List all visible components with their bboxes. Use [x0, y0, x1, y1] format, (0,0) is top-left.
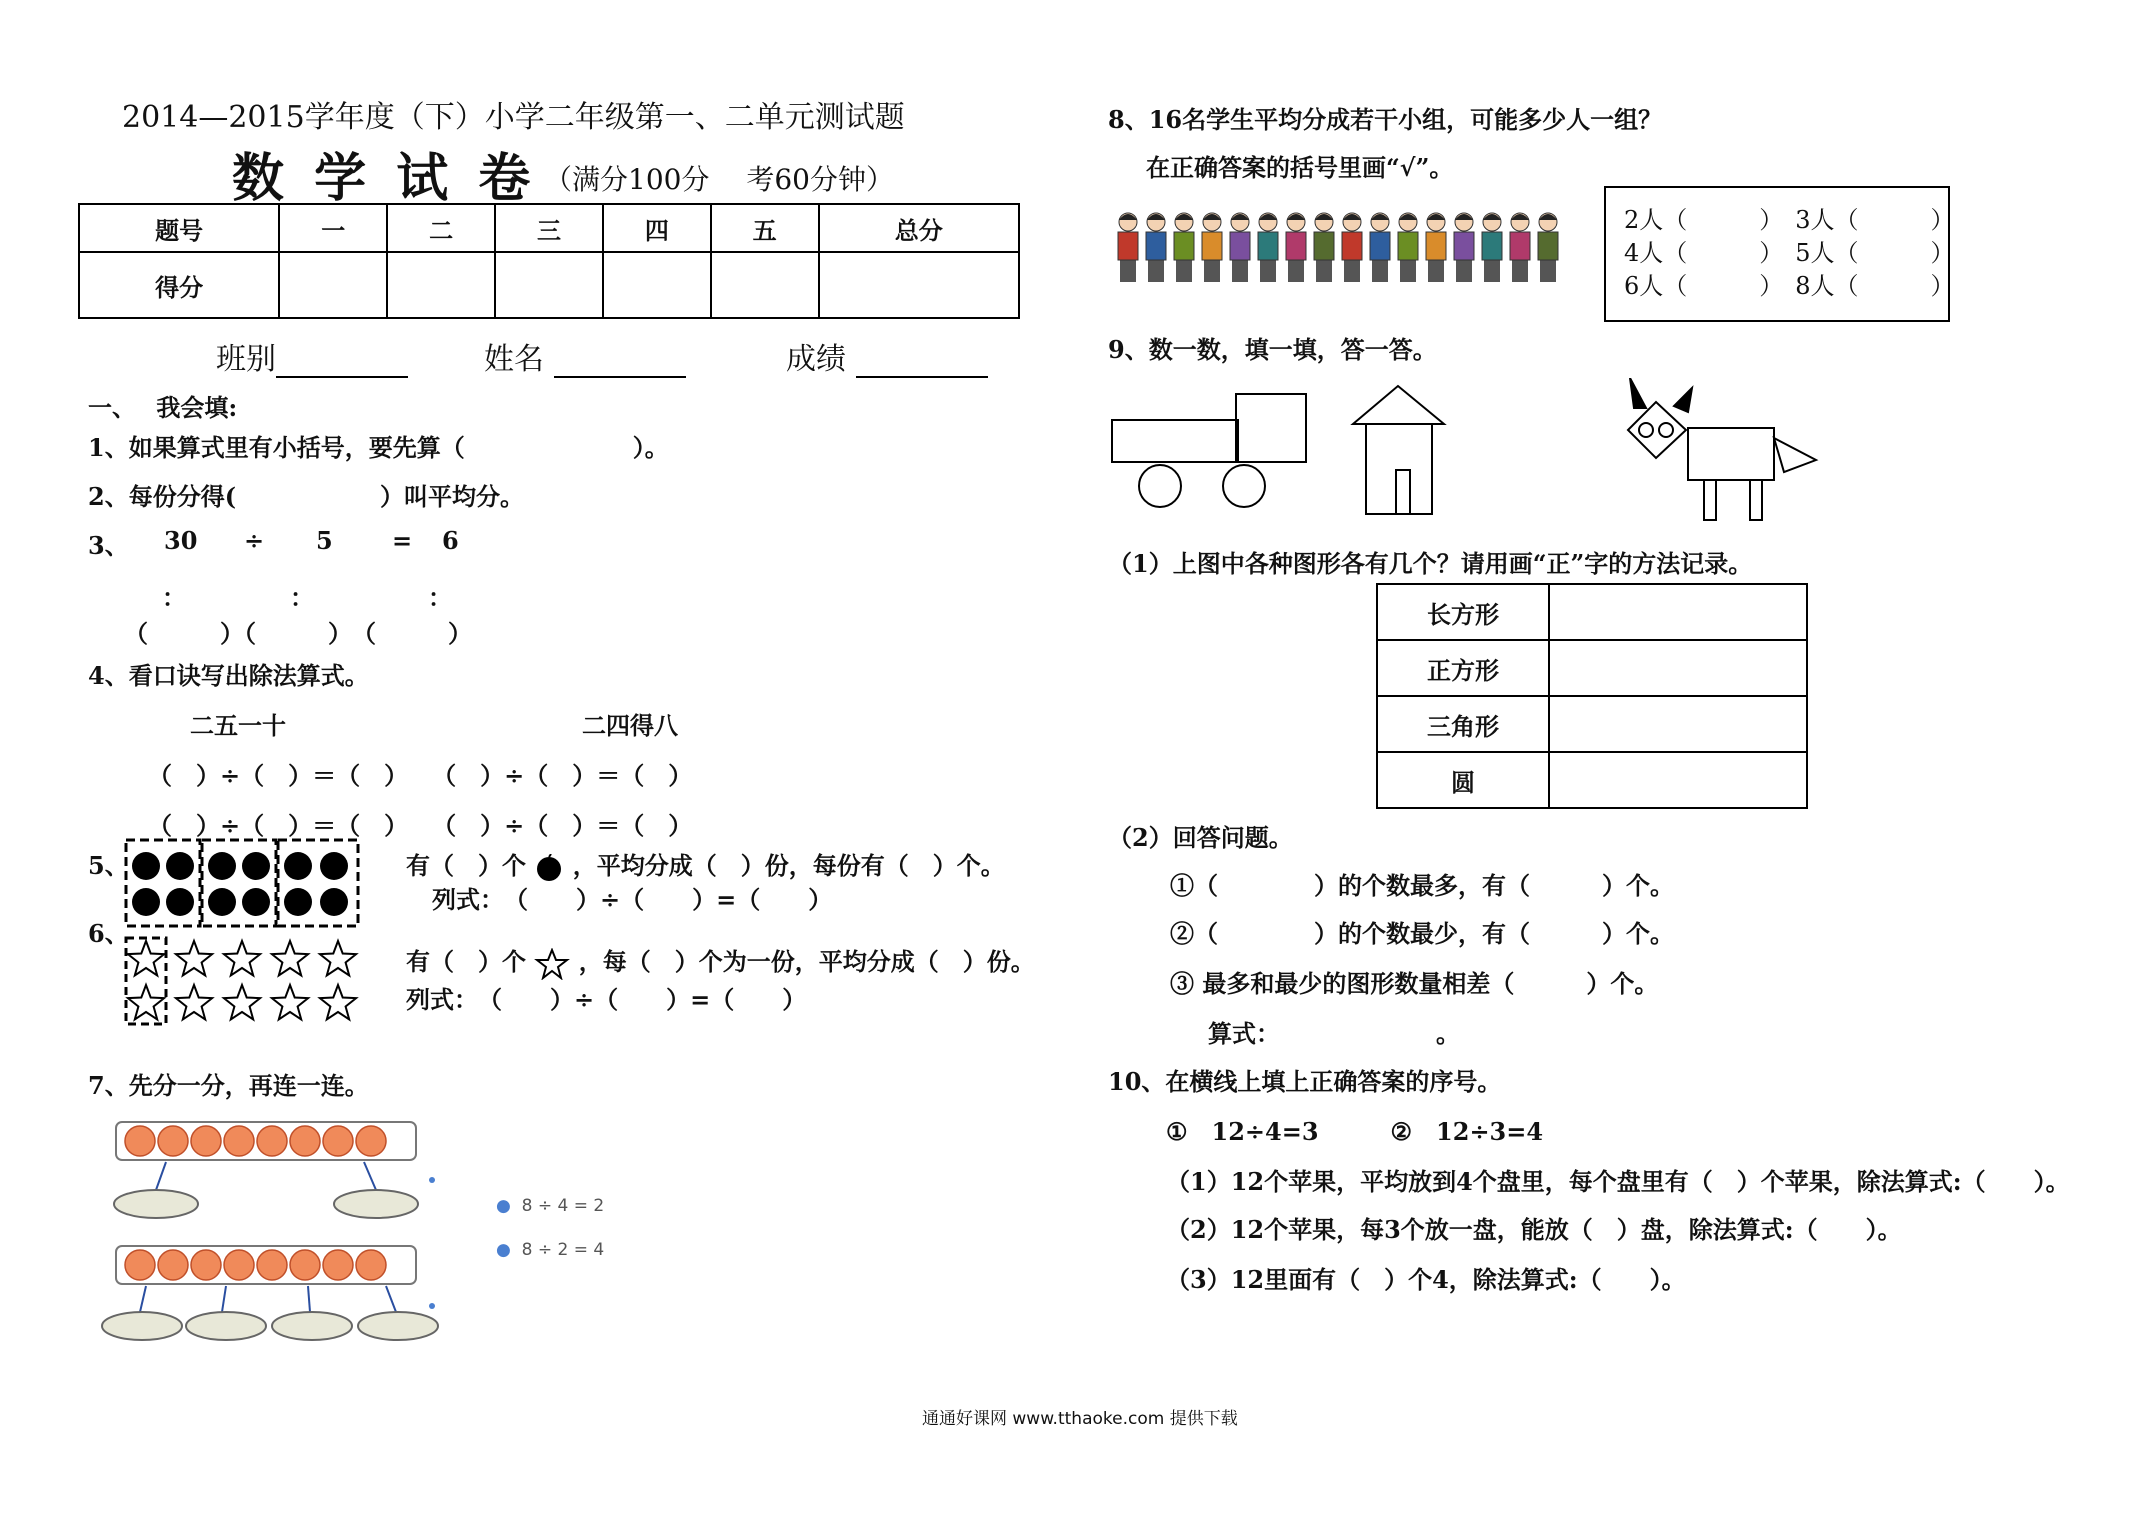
student-figure [1174, 213, 1194, 282]
class-field [216, 334, 408, 378]
q7-plates-illustration [96, 1118, 446, 1348]
shape-name-cell: 正方形 [1377, 640, 1549, 696]
q6-star-groups [124, 936, 364, 1026]
apple-icon [208, 852, 236, 880]
apple-icon [257, 1250, 287, 1280]
score-header-cell: 四 [603, 204, 711, 252]
star-icon [176, 985, 212, 1019]
apple-icon [166, 888, 194, 916]
star-icon [176, 941, 212, 975]
q3-number: 6 [442, 526, 459, 555]
q9-shape-figures [1108, 378, 1828, 528]
star-icon [272, 985, 308, 1019]
score-header-cell: 二 [387, 204, 495, 252]
q5-apple-groups [124, 838, 360, 928]
question-7: 7、先分一分，再连一连。 [88, 1071, 369, 1100]
score-cell[interactable] [603, 252, 711, 318]
name-label: 姓名 [484, 342, 544, 377]
name-blank[interactable] [554, 348, 686, 378]
q3-colon: ： [428, 583, 452, 612]
q4-rhyme-1: 二五一十 [190, 711, 286, 740]
question-8: 8、16名学生平均分成若干小组，可能多少人一组？ [1108, 105, 1663, 134]
class-blank[interactable] [276, 348, 408, 378]
student-figure [1370, 213, 1390, 282]
plate-icon [358, 1312, 438, 1340]
animal-figure [1628, 378, 1816, 520]
question-3-label: 3、 [88, 531, 129, 560]
star-icon [224, 941, 260, 975]
star-icon [534, 948, 570, 980]
score-table [78, 203, 1020, 319]
student-figure [1538, 213, 1558, 282]
q5-formula[interactable]: 列式： （ ）÷（ ）=（ ） [432, 885, 833, 914]
apple-icon [224, 1250, 254, 1280]
apple-icon [224, 1126, 254, 1156]
students-illustration [1116, 210, 1576, 290]
score-header-cell: 题号 [79, 204, 279, 252]
question-9-part-2: （2）回答问题。 [1108, 823, 1293, 852]
q10-item-1[interactable]: （1）12个苹果，平均放到4个盘里，每个盘里有（ ）个苹果，除法算式:（ ）。 [1166, 1167, 2070, 1196]
apple-icon [166, 852, 194, 880]
q4-rhyme-2: 二四得八 [582, 711, 678, 740]
q3-number: 30 [164, 526, 198, 555]
star-icon [224, 985, 260, 1019]
q3-number: 5 [316, 526, 333, 555]
q3-answer-blanks[interactable]: （ ）（ ） （ ） [124, 619, 472, 648]
apple-icon [132, 888, 160, 916]
q8-option-row[interactable]: 4人（ ） 5人（ ） [1624, 239, 1955, 267]
apple-icon [534, 854, 564, 882]
q10-options: ① 12÷4=3 ② 12÷3=4 [1166, 1117, 1544, 1146]
shape-tally-cell[interactable] [1549, 640, 1807, 696]
student-figure [1202, 213, 1222, 282]
score-blank[interactable] [856, 348, 988, 378]
q5-text-part: ，平均分成（ ）份，每份有（ ）个。 [572, 851, 1005, 880]
student-figure [1454, 213, 1474, 282]
q7-option-1[interactable]: ● 8 ÷ 4 = 2 [496, 1196, 605, 1216]
house-figure [1353, 386, 1444, 514]
section-1-heading: 一、 我会填: [88, 393, 238, 422]
apple-icon [356, 1126, 386, 1156]
q8-instruction: 在正确答案的括号里画“√”。 [1146, 153, 1454, 182]
q10-item-2[interactable]: （2）12个苹果，每3个放一盘，能放（ ）盘，除法算式:（ ）。 [1166, 1215, 1902, 1244]
question-5-text [406, 846, 1005, 882]
plate-icon [114, 1190, 198, 1218]
apple-icon [125, 1126, 155, 1156]
question-1: 1、如果算式里有小括号，要先算（ ）。 [88, 433, 669, 462]
student-figure [1314, 213, 1334, 282]
apple-group-box [126, 840, 200, 926]
shape-name-cell: 三角形 [1377, 696, 1549, 752]
q4-answer-row[interactable]: （ ）÷（ ）＝（ ） （ ）÷（ ）＝（ ） [148, 761, 693, 790]
apple-icon [257, 1126, 287, 1156]
question-2: 2、每份分得( ）叫平均分。 [88, 482, 525, 511]
question-6-text [406, 942, 1035, 980]
apple-group-box [202, 840, 276, 926]
main-title: 数 学 试 卷 [232, 148, 537, 209]
student-figure [1118, 213, 1138, 282]
apple-icon [242, 888, 270, 916]
question-6-label: 6、 [88, 919, 129, 948]
question-10: 10、在横线上填上正确答案的序号。 [1108, 1067, 1502, 1096]
star-icon [320, 941, 356, 975]
q6-text-part: 有（ ）个 [406, 947, 526, 976]
score-cell[interactable] [711, 252, 819, 318]
q7-option-label: 8 ÷ 4 = 2 [521, 1196, 605, 1216]
score-row-label: 得分 [79, 252, 279, 318]
q9-2-item-3[interactable]: ③ 最多和最少的图形数量相差（ ）个。 [1170, 969, 1659, 998]
score-header-cell: 五 [711, 204, 819, 252]
plate-icon [272, 1312, 352, 1340]
shape-tally-cell[interactable] [1549, 752, 1807, 808]
q3-colon: ： [290, 583, 314, 612]
apple-icon [323, 1250, 353, 1280]
student-figure [1286, 213, 1306, 282]
shape-name-cell: 圆 [1377, 752, 1549, 808]
shape-name-cell: 长方形 [1377, 584, 1549, 640]
star-icon [128, 941, 164, 975]
apple-icon [208, 888, 236, 916]
question-5-label: 5、 [88, 851, 129, 880]
q7-option-label: 8 ÷ 2 = 4 [521, 1240, 605, 1260]
question-4: 4、看口诀写出除法算式。 [88, 661, 369, 690]
score-cell[interactable] [387, 252, 495, 318]
star-icon [320, 985, 356, 1019]
score-field [786, 334, 988, 378]
q7-option-2[interactable]: ● 8 ÷ 2 = 4 [496, 1240, 605, 1260]
apple-icon [290, 1126, 320, 1156]
score-header-cell: 三 [495, 204, 603, 252]
score-header-cell: 总分 [819, 204, 1019, 252]
shape-tally-cell[interactable] [1549, 696, 1807, 752]
apple-icon [158, 1126, 188, 1156]
q8-options-box [1604, 186, 1955, 322]
question-9: 9、数一数，填一填，答一答。 [1108, 335, 1437, 364]
student-figure [1230, 213, 1250, 282]
student-figure [1426, 213, 1446, 282]
student-figure [1398, 213, 1418, 282]
q8-option-row[interactable]: 6人（ ） 8人（ ） [1624, 272, 1955, 300]
student-figure [1482, 213, 1502, 282]
student-figure [1258, 213, 1278, 282]
plate-icon [186, 1312, 266, 1340]
star-icon [272, 941, 308, 975]
apple-icon [284, 852, 312, 880]
q3-colon: ： [162, 583, 186, 612]
class-label: 班别 [216, 342, 276, 377]
question-9-part-1: （1）上图中各种图形各有几个？请用画“正”字的方法记录。 [1108, 549, 1753, 578]
shape-count-table [1376, 583, 1808, 809]
apple-icon [320, 888, 348, 916]
apple-icon [158, 1250, 188, 1280]
shape-tally-cell[interactable] [1549, 584, 1807, 640]
footer-credit: 通通好课网 www.tthaoke.com 提供下载 [922, 1409, 1238, 1429]
q4-answer-row[interactable]: （ ）÷（ ）＝（ ） （ ）÷（ ）＝（ ） [148, 811, 693, 840]
q5-text-part: 有（ ）个 [406, 851, 526, 880]
score-header-cell: 一 [279, 204, 387, 252]
star-icon [128, 985, 164, 1019]
score-cell[interactable] [819, 252, 1019, 318]
apple-icon [242, 852, 270, 880]
exam-title: 2014—2015学年度（下）小学二年级第一、二单元测试题 [122, 100, 905, 135]
q3-operator: = [392, 526, 413, 555]
apple-icon [323, 1126, 353, 1156]
apple-icon [290, 1250, 320, 1280]
student-figure [1146, 213, 1166, 282]
score-label: 成绩 [786, 342, 846, 377]
q9-2-item-2[interactable]: ②（ ）的个数最少，有（ ）个。 [1170, 919, 1674, 948]
student-figure [1342, 213, 1362, 282]
plate-icon [102, 1312, 182, 1340]
q10-item-3[interactable]: （3）12里面有（ ）个4，除法算式:（ ）。 [1166, 1265, 1686, 1294]
student-figure [1510, 213, 1530, 282]
q6-formula[interactable]: 列式： （ ）÷（ ）=（ ） [406, 985, 807, 1014]
apple-icon [320, 852, 348, 880]
plate-icon [334, 1190, 418, 1218]
q9-2-item-1[interactable]: ①（ ）的个数最多，有（ ）个。 [1170, 871, 1674, 900]
q6-text-part: ，每（ ）个为一份，平均分成（ ）份。 [578, 947, 1035, 976]
score-cell[interactable] [495, 252, 603, 318]
name-field [484, 334, 686, 378]
apple-icon [191, 1126, 221, 1156]
truck-figure [1112, 394, 1306, 507]
exam-subtitle: （满分100分 考60分钟） [544, 163, 894, 196]
apple-icon [191, 1250, 221, 1280]
q8-option-row[interactable]: 2人（ ） 3人（ ） [1624, 206, 1955, 234]
apple-icon [125, 1250, 155, 1280]
score-cell[interactable] [279, 252, 387, 318]
apple-icon [132, 852, 160, 880]
q9-formula[interactable]: 算式： 。 [1208, 1019, 1460, 1048]
q3-operator: ÷ [244, 526, 265, 555]
apple-icon [284, 888, 312, 916]
apple-icon [356, 1250, 386, 1280]
